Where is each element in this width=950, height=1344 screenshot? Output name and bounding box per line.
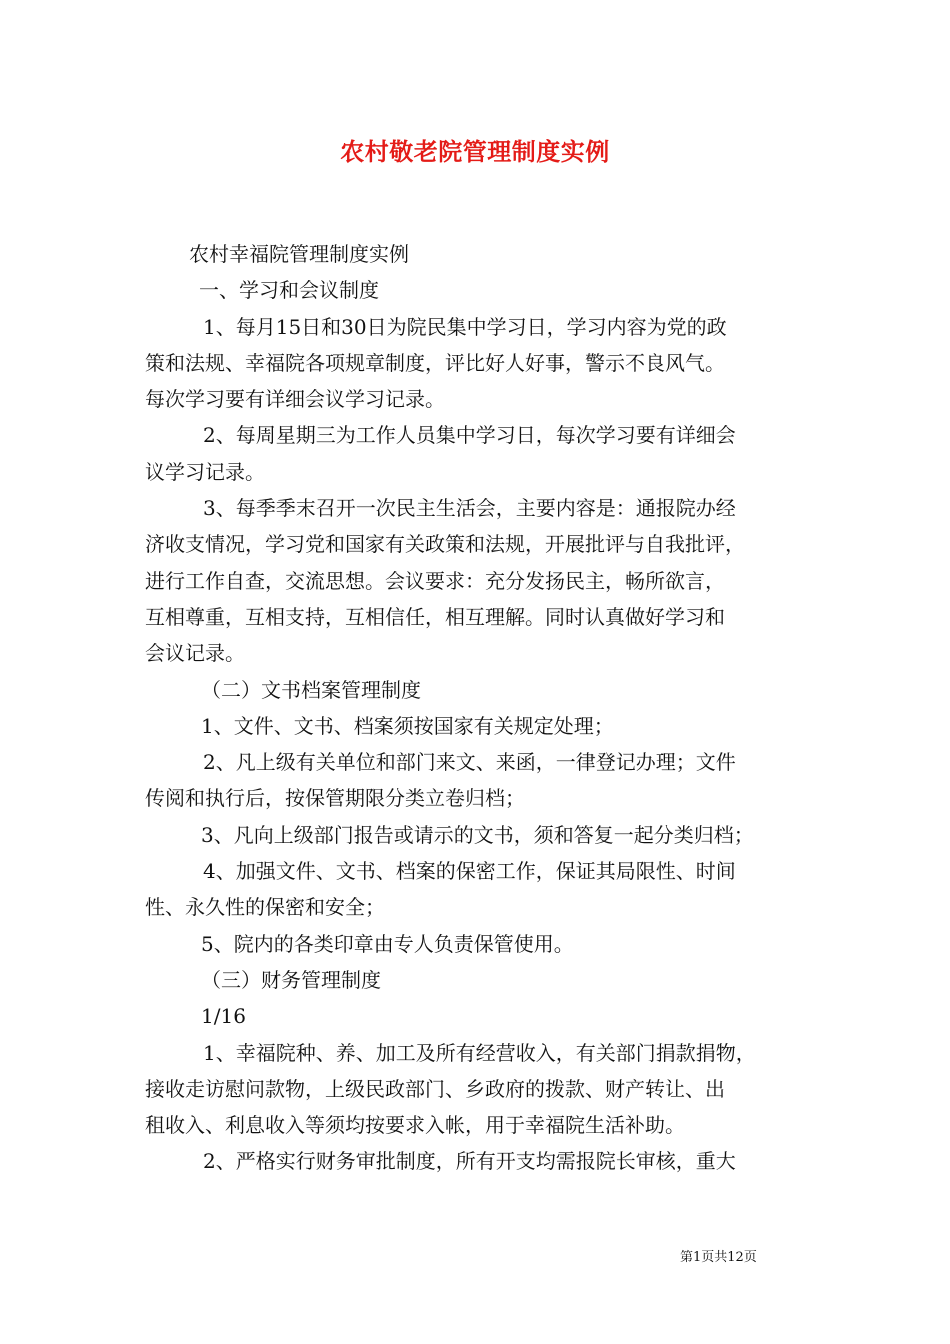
paragraph-line: 农村幸福院管理制度实例 [189, 242, 409, 266]
paragraph-line: 进行工作自查，交流思想。会议要求：充分发扬民主，畅所欲言， [145, 568, 725, 593]
page-marker: 1/16 [201, 1004, 246, 1029]
paragraph-line: 租收入、利息收入等须均按要求入帐，用于幸福院生活补助。 [145, 1113, 685, 1138]
paragraph-line: 3、每季季末召开一次民主生活会，主要内容是：通报院办经 [203, 496, 736, 521]
paragraph-line: 互相尊重，互相支持，互相信任，相互理解。同时认真做好学习和 [145, 604, 725, 629]
paragraph-line: 会议记录。 [145, 641, 245, 666]
paragraph-line: 济收支情况，学习党和国家有关政策和法规，开展批评与自我批评， [145, 532, 745, 557]
paragraph-line: 接收走访慰问款物，上级民政部门、乡政府的拨款、财产转让、出 [145, 1076, 725, 1101]
paragraph-line: 5、院内的各类印章由专人负责保管使用。 [201, 931, 574, 956]
section-heading: （三）财务管理制度 [201, 967, 381, 992]
paragraph-line: 1、每月15日和30日为院民集中学习日，学习内容为党的政 [203, 314, 727, 339]
paragraph-line: 1、幸福院种、养、加工及所有经营收入，有关部门捐款捐物， [203, 1040, 756, 1065]
paragraph-line: 3、凡向上级部门报告或请示的文书，须和答复一起分类归档； [201, 822, 754, 847]
document-body [145, 236, 815, 1180]
paragraph-line: 传阅和执行后，按保管期限分类立卷归档； [145, 786, 525, 811]
paragraph-line: 策和法规、幸福院各项规章制度，评比好人好事，警示不良风气。 [145, 350, 725, 375]
document-title: 农村敬老院管理制度实例 [340, 137, 610, 166]
paragraph-line: 议学习记录。 [145, 459, 265, 484]
paragraph-line: 4、加强文件、文书、档案的保密工作，保证其局限性、时间 [203, 859, 736, 884]
section-heading: （二）文书档案管理制度 [201, 677, 421, 702]
paragraph-line: 每次学习要有详细会议学习记录。 [145, 387, 445, 412]
paragraph-line: 1、文件、文书、档案须按国家有关规定处理； [201, 713, 614, 738]
page-footer: 第1页共12页 [680, 1250, 757, 1265]
section-heading: 一、学习和会议制度 [199, 278, 379, 303]
paragraph-line: 性、永久性的保密和安全； [145, 895, 385, 920]
paragraph-line: 2、每周星期三为工作人员集中学习日，每次学习要有详细会 [203, 423, 736, 448]
paragraph-line: 2、凡上级有关单位和部门来文、来函，一律登记办理；文件 [203, 750, 736, 775]
paragraph-line: 2、严格实行财务审批制度，所有开支均需报院长审核，重大 [203, 1149, 736, 1174]
